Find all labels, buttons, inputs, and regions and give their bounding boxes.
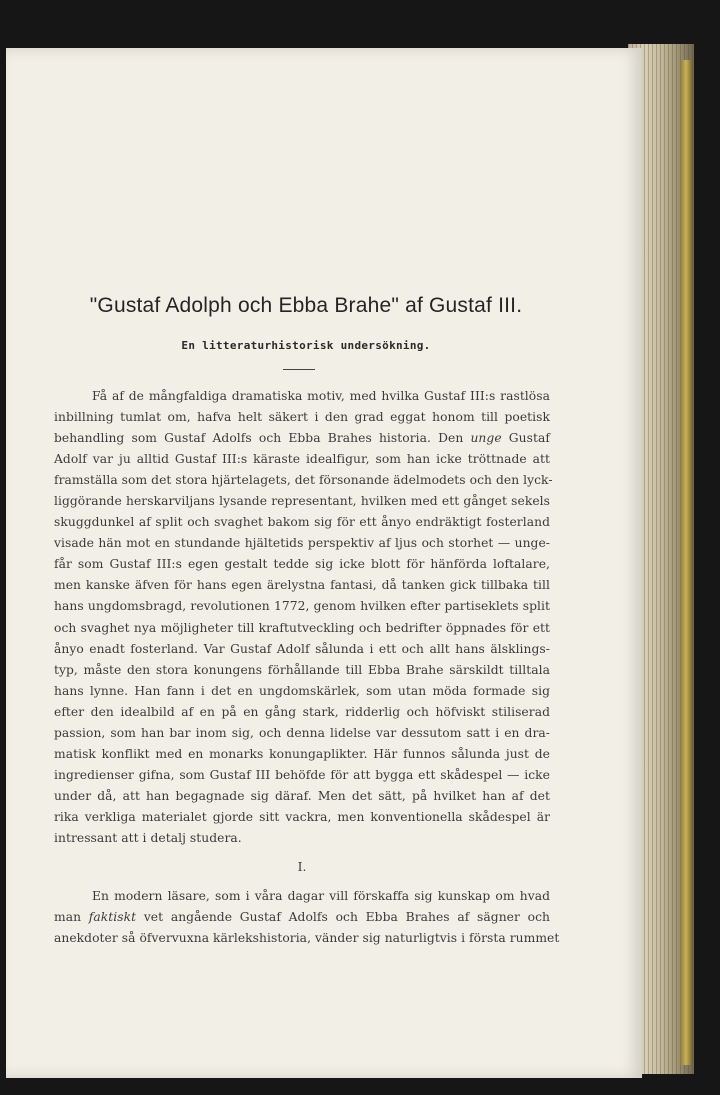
text-line: intressant att i detalj studera. (54, 830, 242, 845)
article-title: "Gustaf Adolph och Ebba Brahe" af Gustaf III. (89, 294, 523, 317)
section-numeral: I. (297, 860, 307, 875)
page-sheet (6, 48, 642, 1078)
text-line: anekdoter så öfvervuxna kärlekshistoria, vänder sig naturligtvis i första rummet (54, 931, 560, 946)
text-line: hans ungdomsbragd, revolutionen 1772, genom hvilken efter partiseklets split (54, 599, 550, 614)
text-line: framställa som det stora hjärtelagets, det försonande ädelmodets och den lyck- (54, 473, 553, 488)
text-line: liggörande herskarviljans lysande representant, hvilken med ett gånget sekels (54, 494, 550, 509)
text-line: matisk konflikt med en monarks konungaplikter. Här funnos sålunda just de (54, 746, 550, 761)
gilt-edge (680, 60, 692, 1065)
text-line: Få af de mångfaldiga dramatiska motiv, med hvilka Gustaf III:s rastlösa (92, 389, 550, 403)
text-line: efter den idealbild af en på en gång stark, ridderlig och höfviskt stiliserad (54, 704, 550, 719)
text-line: typ, måste den stora konungens förhållande till Ebba Brahe särskildt tilltala (54, 662, 550, 677)
text-run: man (54, 910, 82, 925)
article-subtitle: En litteraturhistorisk undersökning. (181, 339, 431, 352)
text-line: visade hän mot en stundande hjältetids perspektiv af ljus och storhet — unge- (54, 536, 550, 551)
text-line: under då, att han begagnade sig däraf. Men det sätt, på hvilket han af det (54, 788, 550, 803)
paragraph-1 (54, 386, 553, 849)
text-line: hans lynne. Han fann i det en ungdomskärlek, som utan möda formade sig (54, 683, 550, 698)
text-line: och svaghet nya möjligheter till kraftutveckling och bedrifter öppnades för ett (54, 620, 550, 635)
text-line: får som Gustaf III:s egen gestalt tedde sig icke blott för hänförda loftalare, (54, 557, 550, 572)
text-line (54, 428, 550, 449)
italic-word: faktiskt (88, 910, 137, 925)
text-line: men kanske äfven för hans egen ärelystna fantasi, då tanken gick tillbaka till (54, 578, 550, 593)
text-line: ånyo enadt fosterland. Var Gustaf Adolf sålunda i ett och allt hans älsklings- (54, 641, 550, 656)
paragraph-2 (54, 886, 560, 949)
title-rule (283, 369, 315, 370)
text-line: Adolf var ju alltid Gustaf III:s käraste idealfigur, som han icke tröttnade att (54, 452, 550, 467)
text-run: vet angående Gustaf Adolfs och Ebba Brahes af sägner och (143, 910, 551, 925)
text-run: Gustaf (508, 431, 550, 446)
text-line: rika verkliga materialet gjorde sitt vackra, men konventionella skådespel är (54, 809, 550, 824)
text-line: En modern läsare, som i våra dagar vill förskaffa sig kunskap om hvad (92, 889, 550, 904)
text-line: ingredienser gifna, som Gustaf III behöfde för att bygga ett skådespel — icke (54, 767, 550, 782)
text-line (54, 907, 550, 928)
text-run: behandling som Gustaf Adolfs och Ebba Brahes historia. Den (54, 431, 464, 446)
body-text (54, 386, 560, 949)
text-line: skuggdunkel af split och svaghet bakom sig för ett ånyo endräktigt fosterland (54, 515, 550, 530)
italic-word: unge (470, 431, 502, 446)
text-line: passion, som han bar inom sig, och denna lidelse var dessutom satt i en dra- (54, 725, 550, 740)
text-line: inbillning tumlat om, hafva helt säkert i den grad eggat honom till poetisk (54, 410, 550, 425)
